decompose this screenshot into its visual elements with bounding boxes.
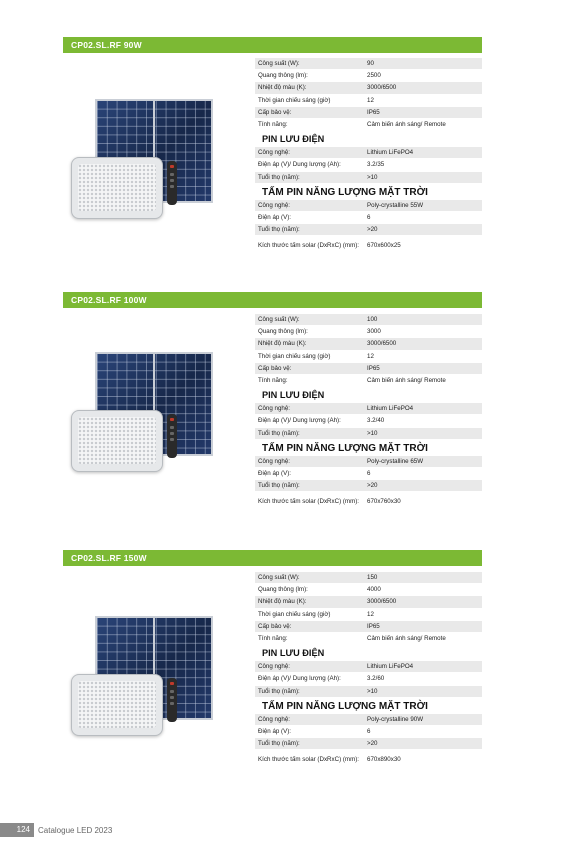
spec-row: [255, 147, 482, 159]
spec-value: IP65: [367, 622, 380, 630]
floodlight-image: [71, 157, 163, 219]
spec-row: [255, 119, 482, 131]
spec-value: 100: [367, 316, 378, 323]
spec-row: [255, 738, 482, 750]
floodlight-image: [71, 674, 163, 736]
spec-row: [255, 468, 482, 480]
spec-row: [255, 609, 482, 621]
spec-row: [255, 58, 482, 70]
spec-row: [255, 673, 482, 685]
spec-value: 3.2/60: [367, 675, 385, 683]
spec-row: [255, 95, 482, 107]
spec-value: 12: [367, 610, 374, 618]
spec-label: Thời gian chiếu sáng (giờ): [258, 96, 331, 104]
spec-label: Điện áp (V):: [258, 469, 292, 477]
spec-label: Kích thước tấm solar (DxRxC) (mm):: [258, 756, 360, 763]
spec-label: Tính năng:: [258, 120, 288, 128]
spec-row: [255, 714, 482, 726]
spec-row: [255, 224, 482, 236]
spec-value: Cảm biến ánh sáng/ Remote: [367, 634, 446, 642]
spec-value: 150: [367, 574, 378, 581]
spec-row: [255, 107, 482, 119]
spec-label: Công nghệ:: [258, 201, 290, 209]
spec-value: >20: [367, 226, 378, 234]
spec-value: 6: [367, 213, 371, 221]
spec-label: Tính năng:: [258, 376, 288, 384]
spec-value: >20: [367, 740, 378, 748]
spec-label: Tính năng:: [258, 634, 288, 642]
spec-label: Điện áp (V):: [258, 727, 292, 735]
spec-label: Tuổi thọ (năm):: [258, 226, 300, 234]
spec-value: 3.2/35: [367, 161, 385, 169]
spec-value: Cảm biến ánh sáng/ Remote: [367, 376, 446, 384]
spec-row: [255, 633, 482, 645]
spec-value: IP65: [367, 364, 380, 372]
spec-row: [255, 661, 482, 673]
spec-row: [255, 236, 482, 256]
spec-label: Tuổi thọ (năm):: [258, 482, 300, 490]
spec-value: 2500: [367, 72, 381, 80]
spec-label: Quang thông (lm):: [258, 328, 308, 336]
spec-row: [255, 415, 482, 427]
spec-value: Cảm biến ánh sáng/ Remote: [367, 120, 446, 128]
spec-table: [255, 314, 482, 512]
spec-row: [255, 82, 482, 94]
spec-row: [255, 363, 482, 375]
product-block: [63, 37, 482, 249]
spec-value: 90: [367, 60, 374, 67]
remote-control-image: [167, 161, 177, 205]
spec-value: IP65: [367, 108, 380, 116]
spec-row: [255, 584, 482, 596]
spec-value: Poly-crystalline 65W: [367, 457, 424, 465]
page-number: 124: [0, 823, 34, 837]
floodlight-image: [71, 410, 163, 472]
spec-label: Công nghệ:: [258, 663, 290, 671]
spec-label: Điện áp (V)/ Dung lượng (Ah):: [258, 417, 341, 425]
spec-row: [255, 456, 482, 468]
spec-row: [255, 212, 482, 224]
product-block: [63, 292, 482, 505]
product-title: CP02.SL.RF 100W: [63, 292, 482, 308]
product-title: CP02.SL.RF 150W: [63, 550, 482, 566]
spec-row: [255, 351, 482, 363]
spec-label: Cấp bảo vệ:: [258, 622, 292, 630]
spec-value: Lithium LiFePO4: [367, 405, 414, 413]
spec-label: Công nghệ:: [258, 149, 290, 157]
spec-row: [255, 159, 482, 171]
spec-label: Nhiệt độ màu (K):: [258, 598, 307, 606]
spec-label: Điện áp (V)/ Dung lượng (Ah):: [258, 161, 341, 169]
spec-label: Kích thước tấm solar (DxRxC) (mm):: [258, 242, 360, 249]
spec-row: [255, 726, 482, 738]
spec-row: [255, 172, 482, 184]
spec-label: Kích thước tấm solar (DxRxC) (mm):: [258, 498, 360, 505]
product-image: [71, 352, 221, 472]
spec-value: Lithium LiFePO4: [367, 149, 414, 157]
remote-control-image: [167, 678, 177, 722]
spec-row: [255, 375, 482, 387]
spec-label: Công suất (W):: [258, 60, 300, 67]
spec-label: Thời gian chiếu sáng (giờ): [258, 352, 331, 360]
spec-row: [255, 750, 482, 770]
footer-text: Catalogue LED 2023: [38, 825, 113, 835]
spec-row: [255, 70, 482, 82]
spec-row: [255, 428, 482, 440]
spec-value: 4000: [367, 586, 381, 594]
spec-row: [255, 492, 482, 512]
spec-value: 3000/6500: [367, 340, 397, 348]
spec-value: 670x760x30: [367, 498, 401, 505]
spec-row: [255, 686, 482, 698]
spec-value: 670x890x30: [367, 756, 401, 763]
page-footer: [0, 823, 112, 837]
battery-section-title: PIN LƯU ĐIỆN: [262, 390, 325, 401]
remote-control-image: [167, 414, 177, 458]
product-block: [63, 550, 482, 763]
spec-label: Quang thông (lm):: [258, 586, 308, 594]
spec-label: Công suất (W):: [258, 574, 300, 581]
product-title: CP02.SL.RF 90W: [63, 37, 482, 53]
spec-value: 3000: [367, 328, 381, 336]
spec-label: Công nghệ:: [258, 405, 290, 413]
spec-table: [255, 572, 482, 770]
solar-section-title: TẤM PIN NĂNG LƯỢNG MẶT TRỜI: [262, 700, 428, 712]
spec-label: Nhiệt độ màu (K):: [258, 340, 307, 348]
solar-section-title: TẤM PIN NĂNG LƯỢNG MẶT TRỜI: [262, 442, 428, 454]
spec-label: Tuổi thọ (năm):: [258, 429, 300, 437]
spec-value: 12: [367, 352, 374, 360]
battery-section-title: PIN LƯU ĐIỆN: [262, 134, 325, 145]
spec-value: 6: [367, 469, 371, 477]
spec-label: Điện áp (V)/ Dung lượng (Ah):: [258, 675, 341, 683]
spec-label: Cấp bảo vệ:: [258, 364, 292, 372]
spec-label: Thời gian chiếu sáng (giờ): [258, 610, 331, 618]
spec-row: [255, 480, 482, 492]
spec-label: Cấp bảo vệ:: [258, 108, 292, 116]
spec-row: [255, 621, 482, 633]
spec-label: Quang thông (lm):: [258, 72, 308, 80]
spec-value: Lithium LiFePO4: [367, 663, 414, 671]
spec-row: [255, 326, 482, 338]
spec-value: 3000/6500: [367, 598, 397, 606]
spec-label: Công suất (W):: [258, 316, 300, 323]
spec-label: Điện áp (V):: [258, 213, 292, 221]
spec-value: >10: [367, 429, 378, 437]
spec-value: >10: [367, 173, 378, 181]
spec-value: 3000/6500: [367, 84, 397, 92]
spec-table: [255, 58, 482, 256]
spec-row: [255, 338, 482, 350]
spec-value: 12: [367, 96, 374, 104]
spec-row: [255, 314, 482, 326]
spec-value: >20: [367, 482, 378, 490]
spec-row: [255, 403, 482, 415]
product-image: [71, 99, 221, 219]
spec-row: [255, 572, 482, 584]
spec-row: [255, 200, 482, 212]
spec-label: Nhiệt độ màu (K):: [258, 84, 307, 92]
spec-label: Tuổi thọ (năm):: [258, 687, 300, 695]
spec-value: 670x600x25: [367, 242, 401, 249]
spec-label: Tuổi thọ (năm):: [258, 740, 300, 748]
spec-label: Công nghệ:: [258, 457, 290, 465]
spec-value: Poly-crystalline 55W: [367, 201, 424, 209]
spec-value: 3.2/40: [367, 417, 385, 425]
battery-section-title: PIN LƯU ĐIỆN: [262, 648, 325, 659]
spec-row: [255, 596, 482, 608]
spec-value: Poly-crystalline 90W: [367, 715, 424, 723]
spec-value: 6: [367, 727, 371, 735]
solar-section-title: TẤM PIN NĂNG LƯỢNG MẶT TRỜI: [262, 186, 428, 198]
product-image: [71, 616, 221, 736]
spec-label: Tuổi thọ (năm):: [258, 173, 300, 181]
spec-label: Công nghệ:: [258, 715, 290, 723]
spec-value: >10: [367, 687, 378, 695]
